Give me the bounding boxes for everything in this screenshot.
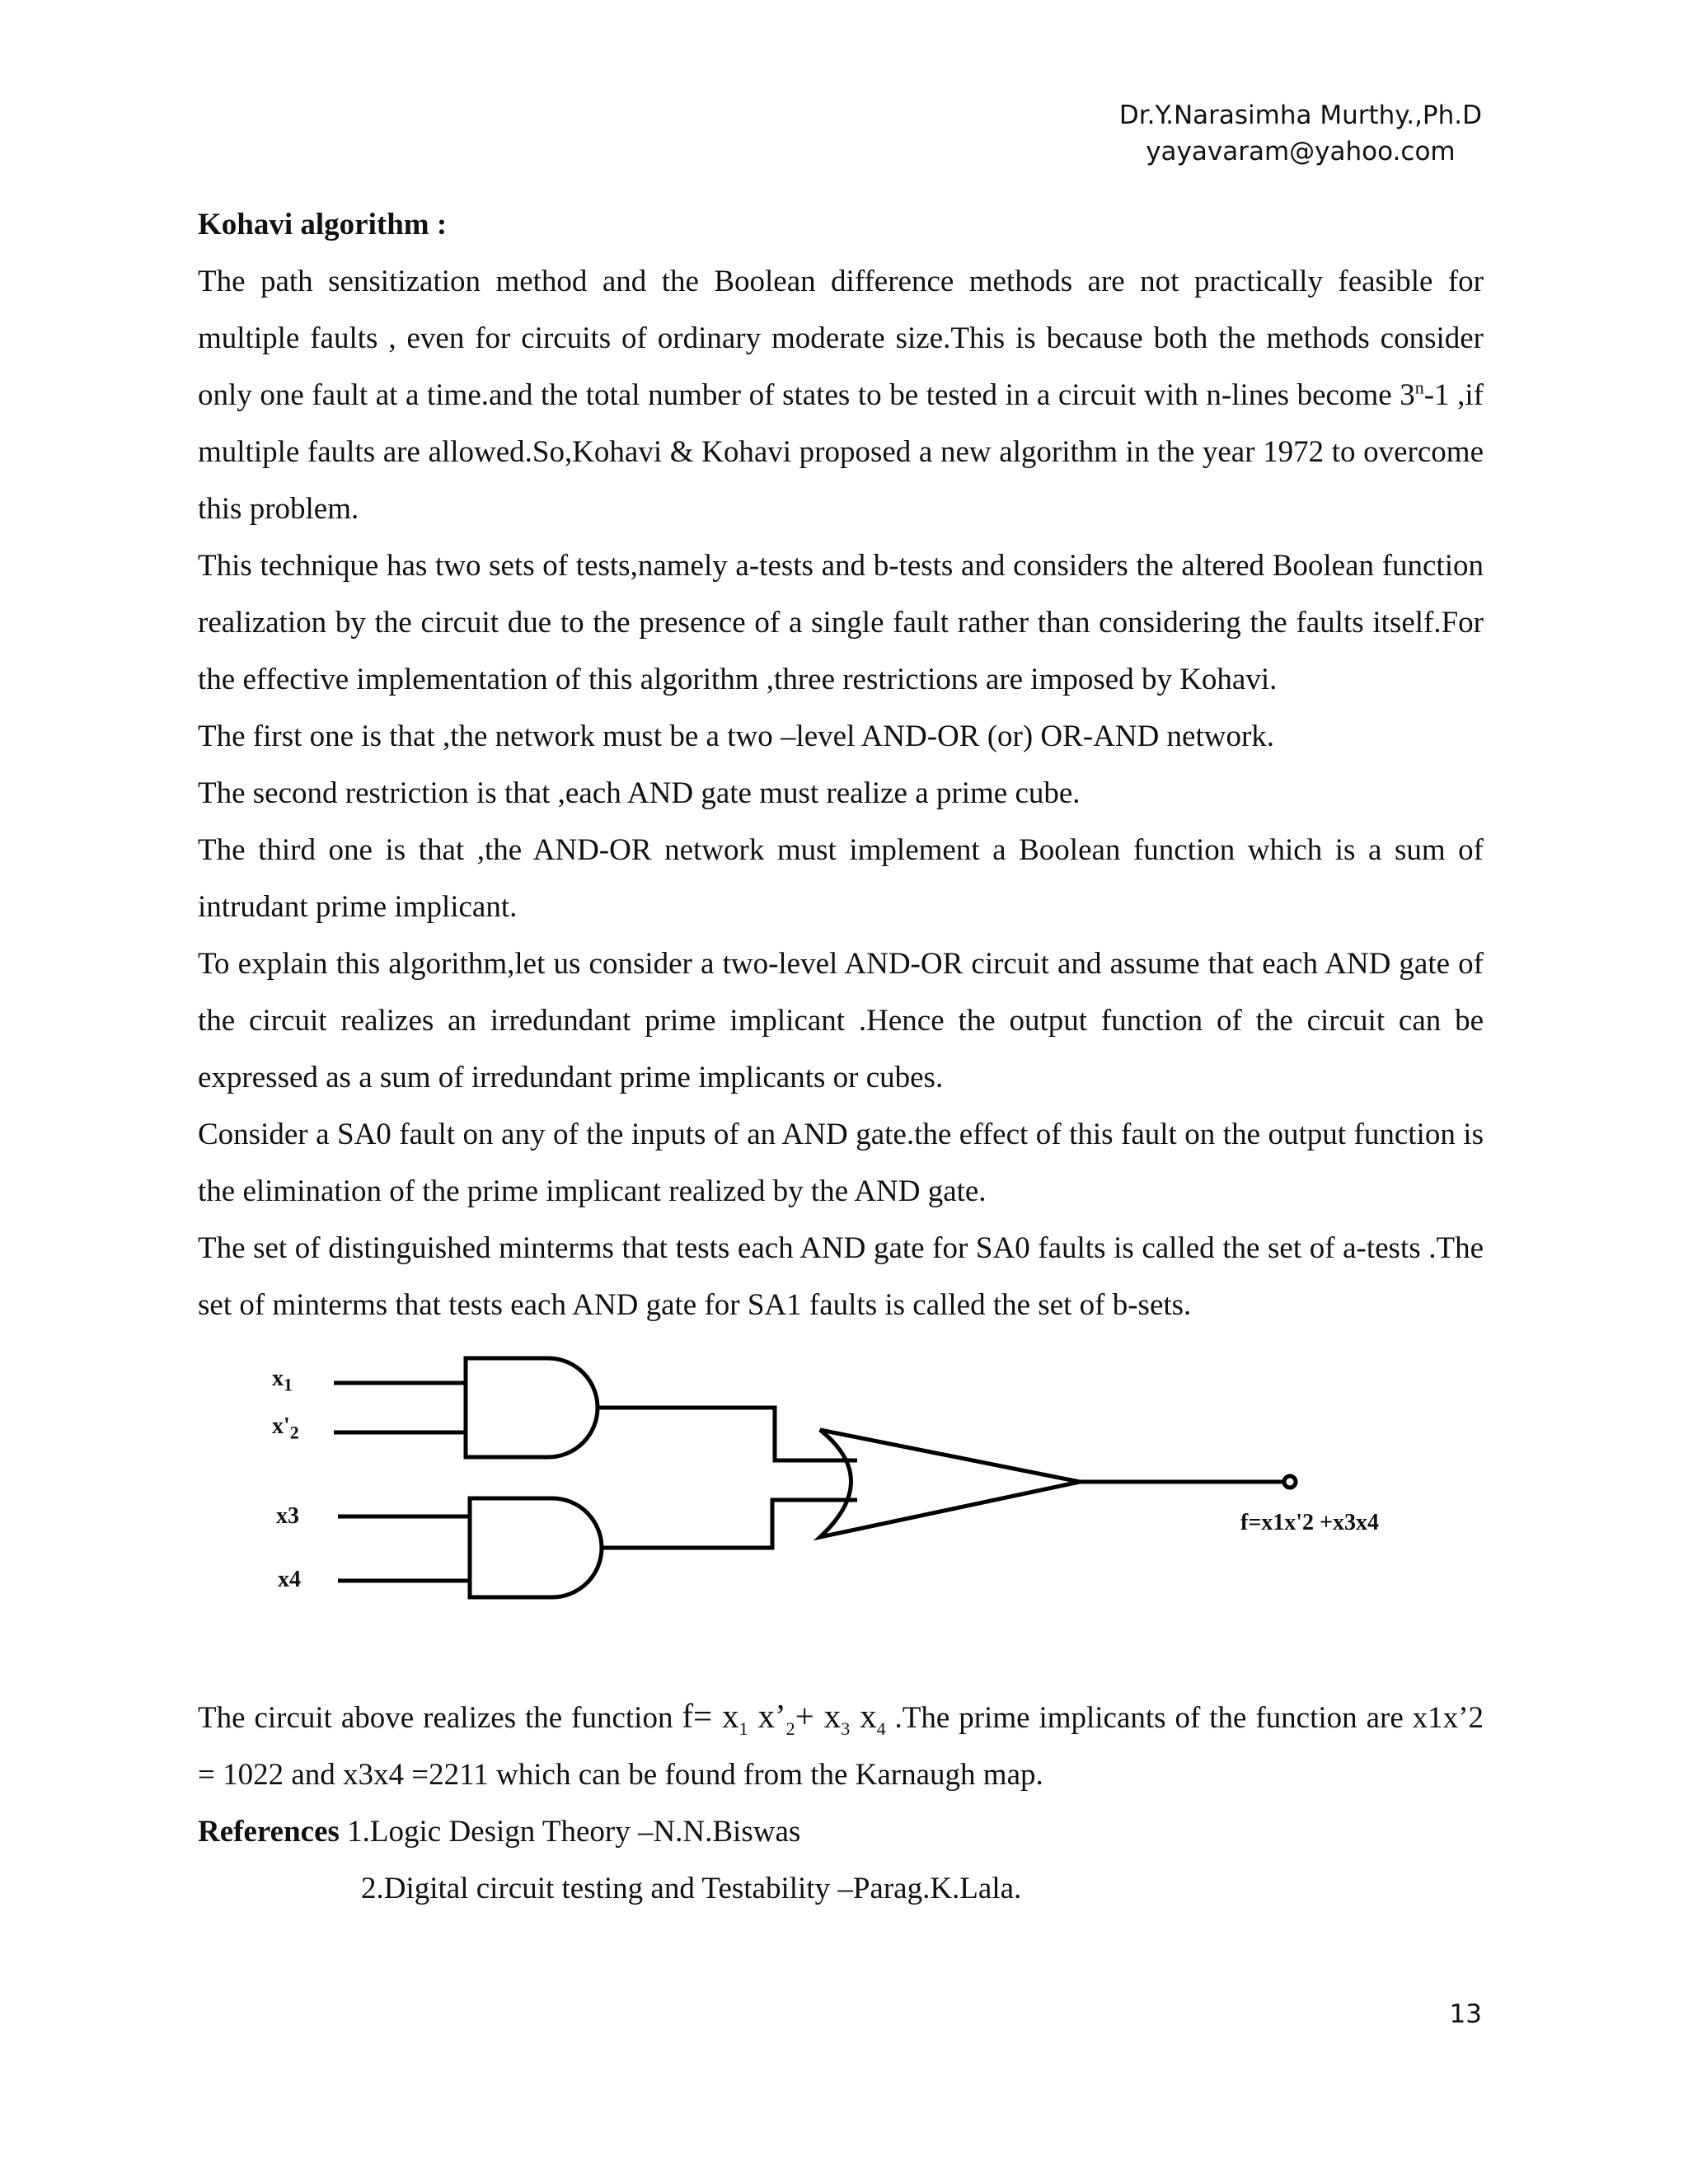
author-name: Dr.Y.Narasimha Murthy.,Ph.D — [1118, 101, 1482, 130]
paragraph-intro-a: The path sensitization method and the Boolean difference methods are not practically feasible for multiple faults , even for circuits of ordinary moderate size.This is because both the methods consider only one fault at a time.and the total number of states to be tested in a circuit with n-lines become 3 — [198, 265, 1484, 412]
superscript-n: n — [1414, 377, 1424, 398]
input-label-x1: $x_1$ — [272, 1366, 293, 1395]
paragraph-intro — [198, 253, 1484, 537]
paragraph-restriction-2: The second restriction is that ,each AND gate must realize a prime cube. — [198, 776, 1081, 810]
paragraph-test-sets: The set of distinguished minterms that tests each AND gate for SA0 faults is called the set of a-tests .The set of minterms that tests each AND gate for SA1 faults is called the set of b-sets. — [198, 1231, 1484, 1322]
wire-and2-to-or — [602, 1500, 857, 1548]
paragraph-intro-b: -1 ,if multiple faults are allowed.So,Kohavi & Kohavi proposed a new algorithm in the year 1972 to overcome this problem. — [198, 378, 1484, 526]
paragraph-sa0: Consider a SA0 fault on any of the inputs of an AND gate.the effect of this fault on the output function is the elimination of the prime implicant realized by the AND gate. — [198, 1118, 1484, 1208]
reference-1: 1.Logic Design Theory –N.N.Biswas — [339, 1815, 801, 1849]
paragraph-restriction-3: The third one is that ,the AND-OR network must implement a Boolean function which is a sum of intrudant prime implicant. — [198, 833, 1484, 924]
and-gate-2 — [470, 1498, 602, 1597]
paragraph-caption: The circuit above realizes the function $f= x_1$ $x’_2+ x_3$ $x_4$ .The prime implicants of the function are x1x’2 = 1022 and x3x4 =2211 which can be found from the Karnaugh map. — [198, 1697, 1484, 1792]
reference-2: 2.Digital circuit testing and Testability –Parag.K.Lala. — [361, 1872, 1022, 1905]
paragraph-restriction-1: The first one is that ,the network must be a two –level AND-OR (or) OR-AND network. — [198, 719, 1275, 753]
wire-and1-to-or — [598, 1408, 857, 1460]
input-label-x2: $x'_2$ — [272, 1413, 299, 1443]
paragraph-tests: This technique has two sets of tests,namely a-tests and b-tests and considers the altered Boolean function realization by the circuit due to the presence of a single fault rather than considering the faults itself.For the effective implementation of this algorithm ,three restrictions are imposed by Kohavi. — [198, 549, 1484, 696]
function-formula: $f= x_1$ $x’_2+ x_3$ $x_4$ — [682, 1697, 886, 1740]
page-number: 13 — [1449, 1999, 1482, 2029]
author-email: yayavaram@yahoo.com — [1146, 137, 1456, 166]
section-title: Kohavi algorithm : — [198, 208, 448, 241]
references-label: References — [198, 1815, 340, 1849]
and-gate-1 — [466, 1358, 598, 1457]
page-header — [1119, 97, 1482, 170]
references — [198, 1803, 1484, 1860]
output-terminal — [1284, 1476, 1296, 1488]
or-gate — [820, 1430, 1080, 1537]
paragraph-explain: To explain this algorithm,let us consider a two-level AND-OR circuit and assume that each AND gate of the circuit realizes an irredundant prime implicant .Hence the output function of the circuit can be expressed as a sum of irredundant prime implicants or cubes. — [198, 947, 1484, 1094]
input-label-x4: x4 — [278, 1567, 301, 1592]
and-or-circuit-figure — [198, 1352, 1484, 1673]
input-label-x3: x3 — [276, 1503, 299, 1529]
output-function-label: f=x1x'2 +x3x4 — [1240, 1510, 1380, 1535]
page-body — [198, 196, 1484, 1917]
